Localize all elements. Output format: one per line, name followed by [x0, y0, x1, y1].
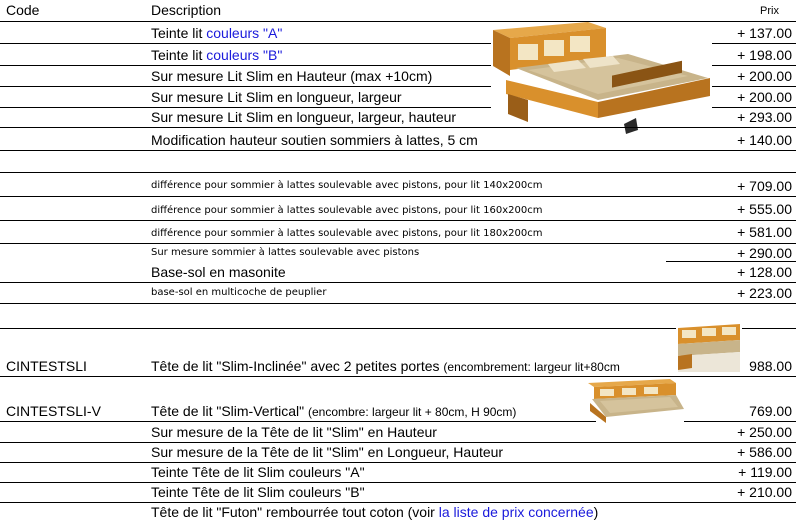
price-lift-custom: + 290.00: [737, 245, 792, 261]
price-headboard-tint-b: + 210.00: [737, 484, 792, 500]
headboard-vertical-label: Tête de lit "Slim-Vertical": [151, 403, 308, 419]
option-tint-b-label: Teinte lit: [151, 47, 207, 63]
price-tint-b: + 198.00: [737, 47, 792, 63]
row-divider: [712, 107, 796, 108]
code-cintestsli: CINTESTSLI: [6, 358, 87, 374]
option-custom-length-width: Sur mesure Lit Slim en longueur, largeur: [151, 89, 402, 105]
column-header-description: Description: [151, 2, 222, 18]
option-lift-140: différence pour sommier à lattes soulevable avec pistons, pour lit 140x200cm: [151, 180, 543, 191]
price-headboard-length-height: + 586.00: [737, 444, 792, 460]
price-custom-all: + 293.00: [737, 109, 792, 125]
colors-a-link[interactable]: couleurs "A": [206, 25, 283, 41]
row-divider: [0, 172, 796, 173]
row-divider: [0, 86, 491, 87]
row-divider: [0, 502, 796, 503]
column-header-price: Prix: [760, 5, 779, 17]
price-custom-height: + 200.00: [737, 68, 792, 84]
row-divider: [0, 65, 491, 66]
row-divider: [0, 442, 796, 443]
row-divider: [0, 482, 796, 483]
row-divider: [0, 282, 796, 283]
price-slat-support: + 140.00: [737, 132, 792, 148]
option-futon-headboard: [151, 504, 598, 520]
option-headboard-tint-a: Teinte Tête de lit Slim couleurs "A": [151, 464, 365, 480]
price-headboard-height: + 250.00: [737, 424, 792, 440]
option-base-masonite: Base-sol en masonite: [151, 264, 286, 280]
price-base-masonite: + 128.00: [737, 264, 792, 280]
row-divider: [0, 220, 796, 221]
option-headboard-length-height: Sur mesure de la Tête de lit "Slim" en Longueur, Hauteur: [151, 444, 504, 460]
futon-price-list-link[interactable]: la liste de prix concernée: [438, 504, 594, 520]
price-custom-length-width: + 200.00: [737, 89, 792, 105]
row-divider: [0, 43, 491, 44]
row-divider: [0, 107, 491, 108]
price-lift-140: + 709.00: [737, 178, 792, 194]
row-divider: [712, 65, 796, 66]
row-divider: [712, 86, 796, 87]
headboard-inclined-note: (encombrement: largeur lit+80cm: [443, 360, 620, 374]
price-lift-180: + 581.00: [737, 224, 792, 240]
option-tint-b: [151, 47, 282, 63]
option-base-poplar: base-sol en multicoche de peuplier: [151, 287, 327, 298]
row-divider: [0, 150, 796, 151]
price-base-poplar: + 223.00: [737, 285, 792, 301]
row-divider: [0, 328, 676, 329]
row-divider: [684, 421, 796, 422]
option-tint-a: [151, 25, 282, 41]
headboard-inclined-label: Tête de lit "Slim-Inclinée" avec 2 petites portes: [151, 358, 444, 374]
futon-label-end: ): [593, 504, 599, 520]
price-headboard-inclined: 988.00: [749, 358, 792, 374]
headboard-vertical: [151, 403, 516, 419]
row-divider: [0, 421, 596, 422]
price-headboard-vertical: 769.00: [749, 403, 792, 419]
option-tint-a-label: Teinte lit: [151, 25, 207, 41]
row-divider: [0, 376, 796, 377]
row-divider: [712, 43, 796, 44]
option-slat-support: Modification hauteur soutien sommiers à lattes, 5 cm: [151, 132, 478, 148]
option-custom-all: Sur mesure Lit Slim en longueur, largeur, hauteur: [151, 109, 457, 125]
option-custom-height: Sur mesure Lit Slim en Hauteur (max +10cm): [151, 68, 433, 84]
headboard-inclined: [151, 358, 620, 374]
option-lift-160: différence pour sommier à lattes soulevable avec pistons, pour lit 160x200cm: [151, 205, 543, 216]
price-headboard-tint-a: + 119.00: [738, 464, 792, 480]
option-headboard-tint-b: Teinte Tête de lit Slim couleurs "B": [151, 484, 365, 500]
price-lift-160: + 555.00: [737, 201, 792, 217]
colors-b-link[interactable]: couleurs "B": [206, 47, 283, 63]
column-header-code: Code: [6, 2, 40, 18]
futon-label: Tête de lit "Futon" rembourrée tout coton (voir: [151, 504, 439, 520]
row-divider: [740, 328, 796, 329]
price-tint-a: + 137.00: [737, 25, 792, 41]
row-divider: [0, 127, 796, 128]
row-divider: [0, 243, 796, 244]
headboard-vertical-note: (encombre: largeur lit + 80cm, H 90cm): [308, 405, 517, 419]
row-divider: [0, 196, 796, 197]
code-cintestsli-v: CINTESTSLI-V: [6, 403, 101, 419]
row-divider: [666, 261, 796, 262]
option-lift-180: différence pour sommier à lattes soulevable avec pistons, pour lit 180x200cm: [151, 228, 543, 239]
row-divider: [0, 303, 796, 304]
option-lift-custom: Sur mesure sommier à lattes soulevable avec pistons: [151, 247, 420, 258]
row-divider: [0, 462, 796, 463]
option-headboard-height: Sur mesure de la Tête de lit "Slim" en Hauteur: [151, 424, 437, 440]
